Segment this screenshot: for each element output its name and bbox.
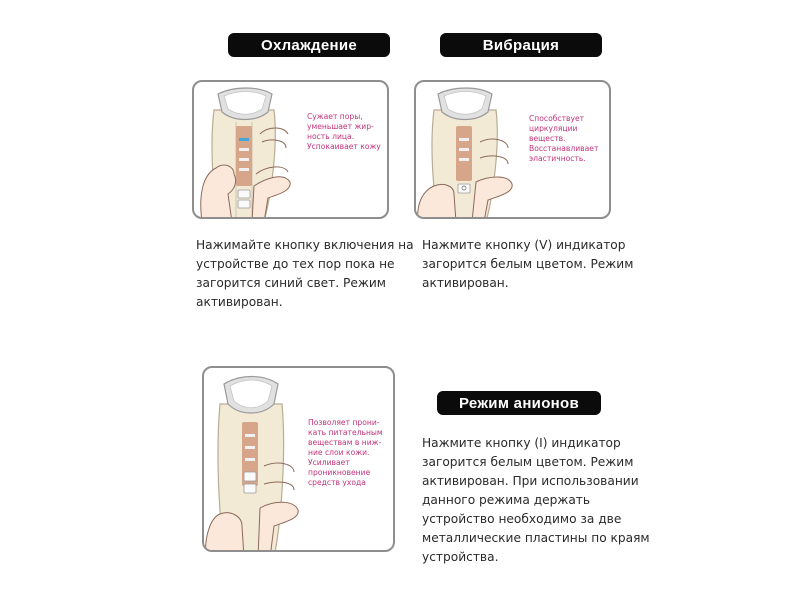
vibration-note: Способствует циркуляции веществ. Восстанавливает эластичность.	[529, 114, 599, 163]
cooling-description: Нажимайте кнопку включения на устройстве до тех пор пока не загорится синий свет. Режим активирован.	[196, 238, 414, 309]
vibration-illustration-panel	[414, 80, 611, 219]
anion-description: Нажмите кнопку (I) индикатор загорится белым цветом. Режим активирован. При использовании данного режима держать устройство необходимо за две металлические пластины по краям устройства.	[422, 436, 650, 564]
cooling-note: Сужает поры, уменьшает жир- ность лица. Успокаивает кожу	[307, 112, 381, 151]
cooling-title: Охлаждение	[260, 36, 357, 54]
vibration-title: Вибрация	[482, 36, 560, 54]
cooling-illustration-panel	[192, 80, 389, 219]
vibration-title-badge	[440, 33, 602, 57]
cooling-title-badge	[228, 33, 390, 57]
anion-title-badge	[437, 391, 601, 415]
anion-illustration-panel	[202, 366, 395, 552]
anion-note: Позволяет прони- кать питательным веществам в ниж- ние слои кожи. Усиливает проникновение средств ухода	[308, 418, 383, 487]
vibration-description: Нажмите кнопку (V) индикатор загорится белым цветом. Режим активирован.	[422, 238, 634, 290]
anion-title: Режим анионов	[458, 394, 580, 412]
